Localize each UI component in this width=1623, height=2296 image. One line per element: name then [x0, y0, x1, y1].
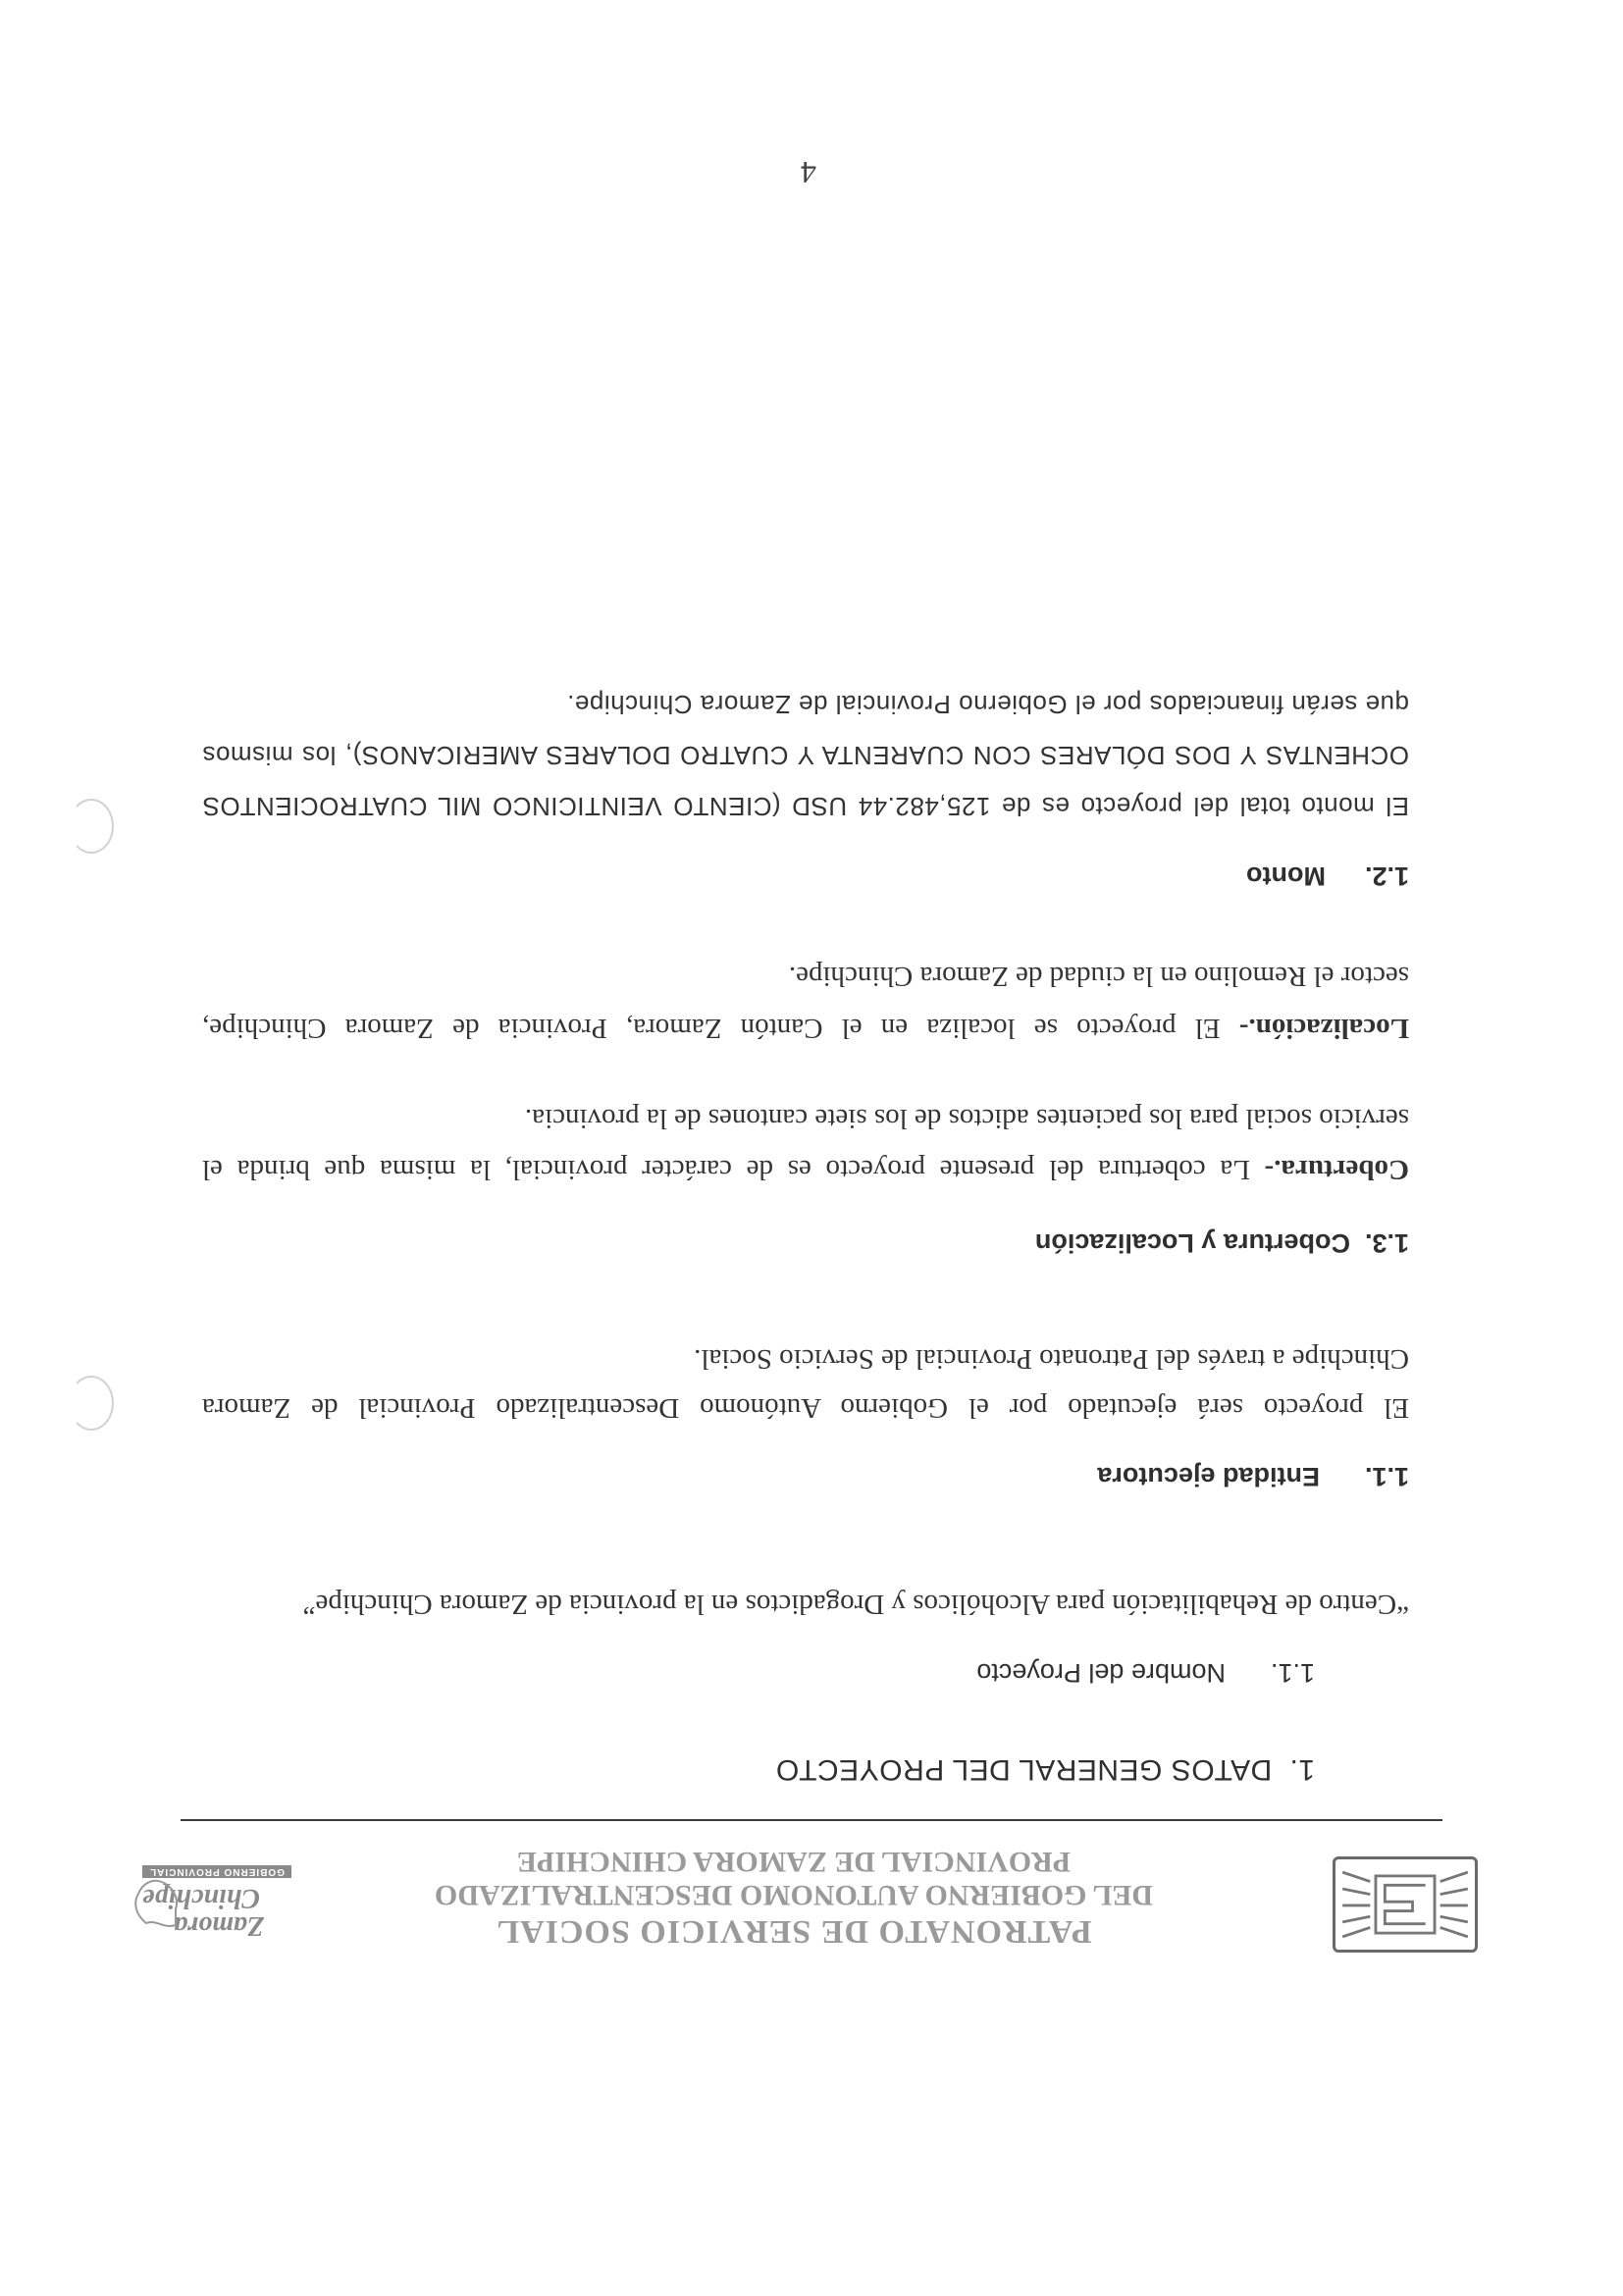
section-heading: [775, 1752, 1315, 1786]
org-title-line1: PATRONATO DE SERVICIO SOCIAL: [496, 1913, 1092, 1950]
page-number: 4: [801, 155, 816, 190]
section-title: DATOS GENERAL DEL PROYECTO: [775, 1753, 1273, 1786]
brand-line2: Chinchipe: [142, 1883, 260, 1913]
localizacion-text: El proyecto se localiza en el Cantón Zamora, Provincia de Zamora Chinchipe,: [202, 1013, 1239, 1044]
org-title-line3: PROVINCIAL DE ZAMORA CHINCHIPE: [516, 1846, 1072, 1878]
subsection-title: Entidad ejecutora: [1097, 1462, 1320, 1491]
subsection-number: 1.3.: [1364, 1228, 1409, 1258]
subsection-heading-monto: [1246, 861, 1409, 891]
localizacion-label: Localización.-: [1238, 1013, 1409, 1044]
province-map-icon: [127, 1874, 185, 1933]
binder-hole: [69, 799, 114, 854]
patronato-emblem-icon: [1333, 1856, 1478, 1953]
project-name-paragraph: “Centro de Rehabilitación para Alcohólicos y Drogadictos en la provincia de Zamora Chinchipe”: [302, 1589, 1409, 1620]
subsection-heading-entidad: [1097, 1461, 1409, 1491]
monto-paragraph-line2: OCHENTAS Y DOS DÓLARES CON CUARENTA Y CUATRO DOLARES AMERICANOS), los mismos: [202, 741, 1409, 770]
subsection-number: 1.1.: [1270, 1658, 1315, 1688]
subsection-heading-nombre: [976, 1657, 1315, 1688]
monto-paragraph-line1: El monto total del proyecto es de 125,482.44 USD (CIENTO VEINTICINCO MIL CUATROCIENTOS: [202, 792, 1409, 821]
cobertura-paragraph-line2: servicio social para los pacientes adictos de los siete cantones de la provincia.: [524, 1103, 1409, 1134]
cobertura-paragraph-line1: [202, 1150, 1409, 1189]
cobertura-text: La cobertura del presente proyecto es de carácter provincial, la misma que brinda el: [202, 1154, 1265, 1185]
localizacion-paragraph-line2: sector el Remolino en la ciudad de Zamora Chinchipe.: [788, 961, 1409, 992]
monto-paragraph-line3: que serán financiados por el Gobierno Provincial de Zamora Chinchipe.: [566, 690, 1409, 719]
subsection-number: 1.2.: [1364, 861, 1409, 891]
subsection-title: Cobertura y Localización: [1034, 1228, 1350, 1258]
org-title-line2: DEL GOBIERNO AUTONOMO DESCENTRALIZADO: [434, 1879, 1154, 1911]
subsection-title: Monto: [1245, 861, 1326, 891]
section-number: 1.: [1288, 1753, 1315, 1786]
entidad-paragraph-line2: Chinchipe a través del Patronato Provincial de Servicio Social.: [694, 1343, 1409, 1375]
brand-tagline: GOBIERNO PROVINCIAL: [142, 1865, 291, 1878]
subsection-heading-cobertura: [1035, 1227, 1409, 1258]
subsection-number: 1.1.: [1364, 1462, 1409, 1491]
entidad-paragraph-line1: El proyecto será ejecutado por el Gobierno Autónomo Descentralizado Provincial de Zamora: [202, 1392, 1409, 1424]
header-divider: [181, 1819, 1442, 1821]
organization-title: [387, 1845, 1201, 1951]
localizacion-paragraph-line1: [202, 1009, 1409, 1048]
subsection-title: Nombre del Proyecto: [976, 1658, 1226, 1688]
cobertura-label: Cobertura.-: [1264, 1154, 1409, 1185]
binder-hole: [69, 1376, 114, 1431]
brand-line1: Zamora: [174, 1910, 264, 1941]
